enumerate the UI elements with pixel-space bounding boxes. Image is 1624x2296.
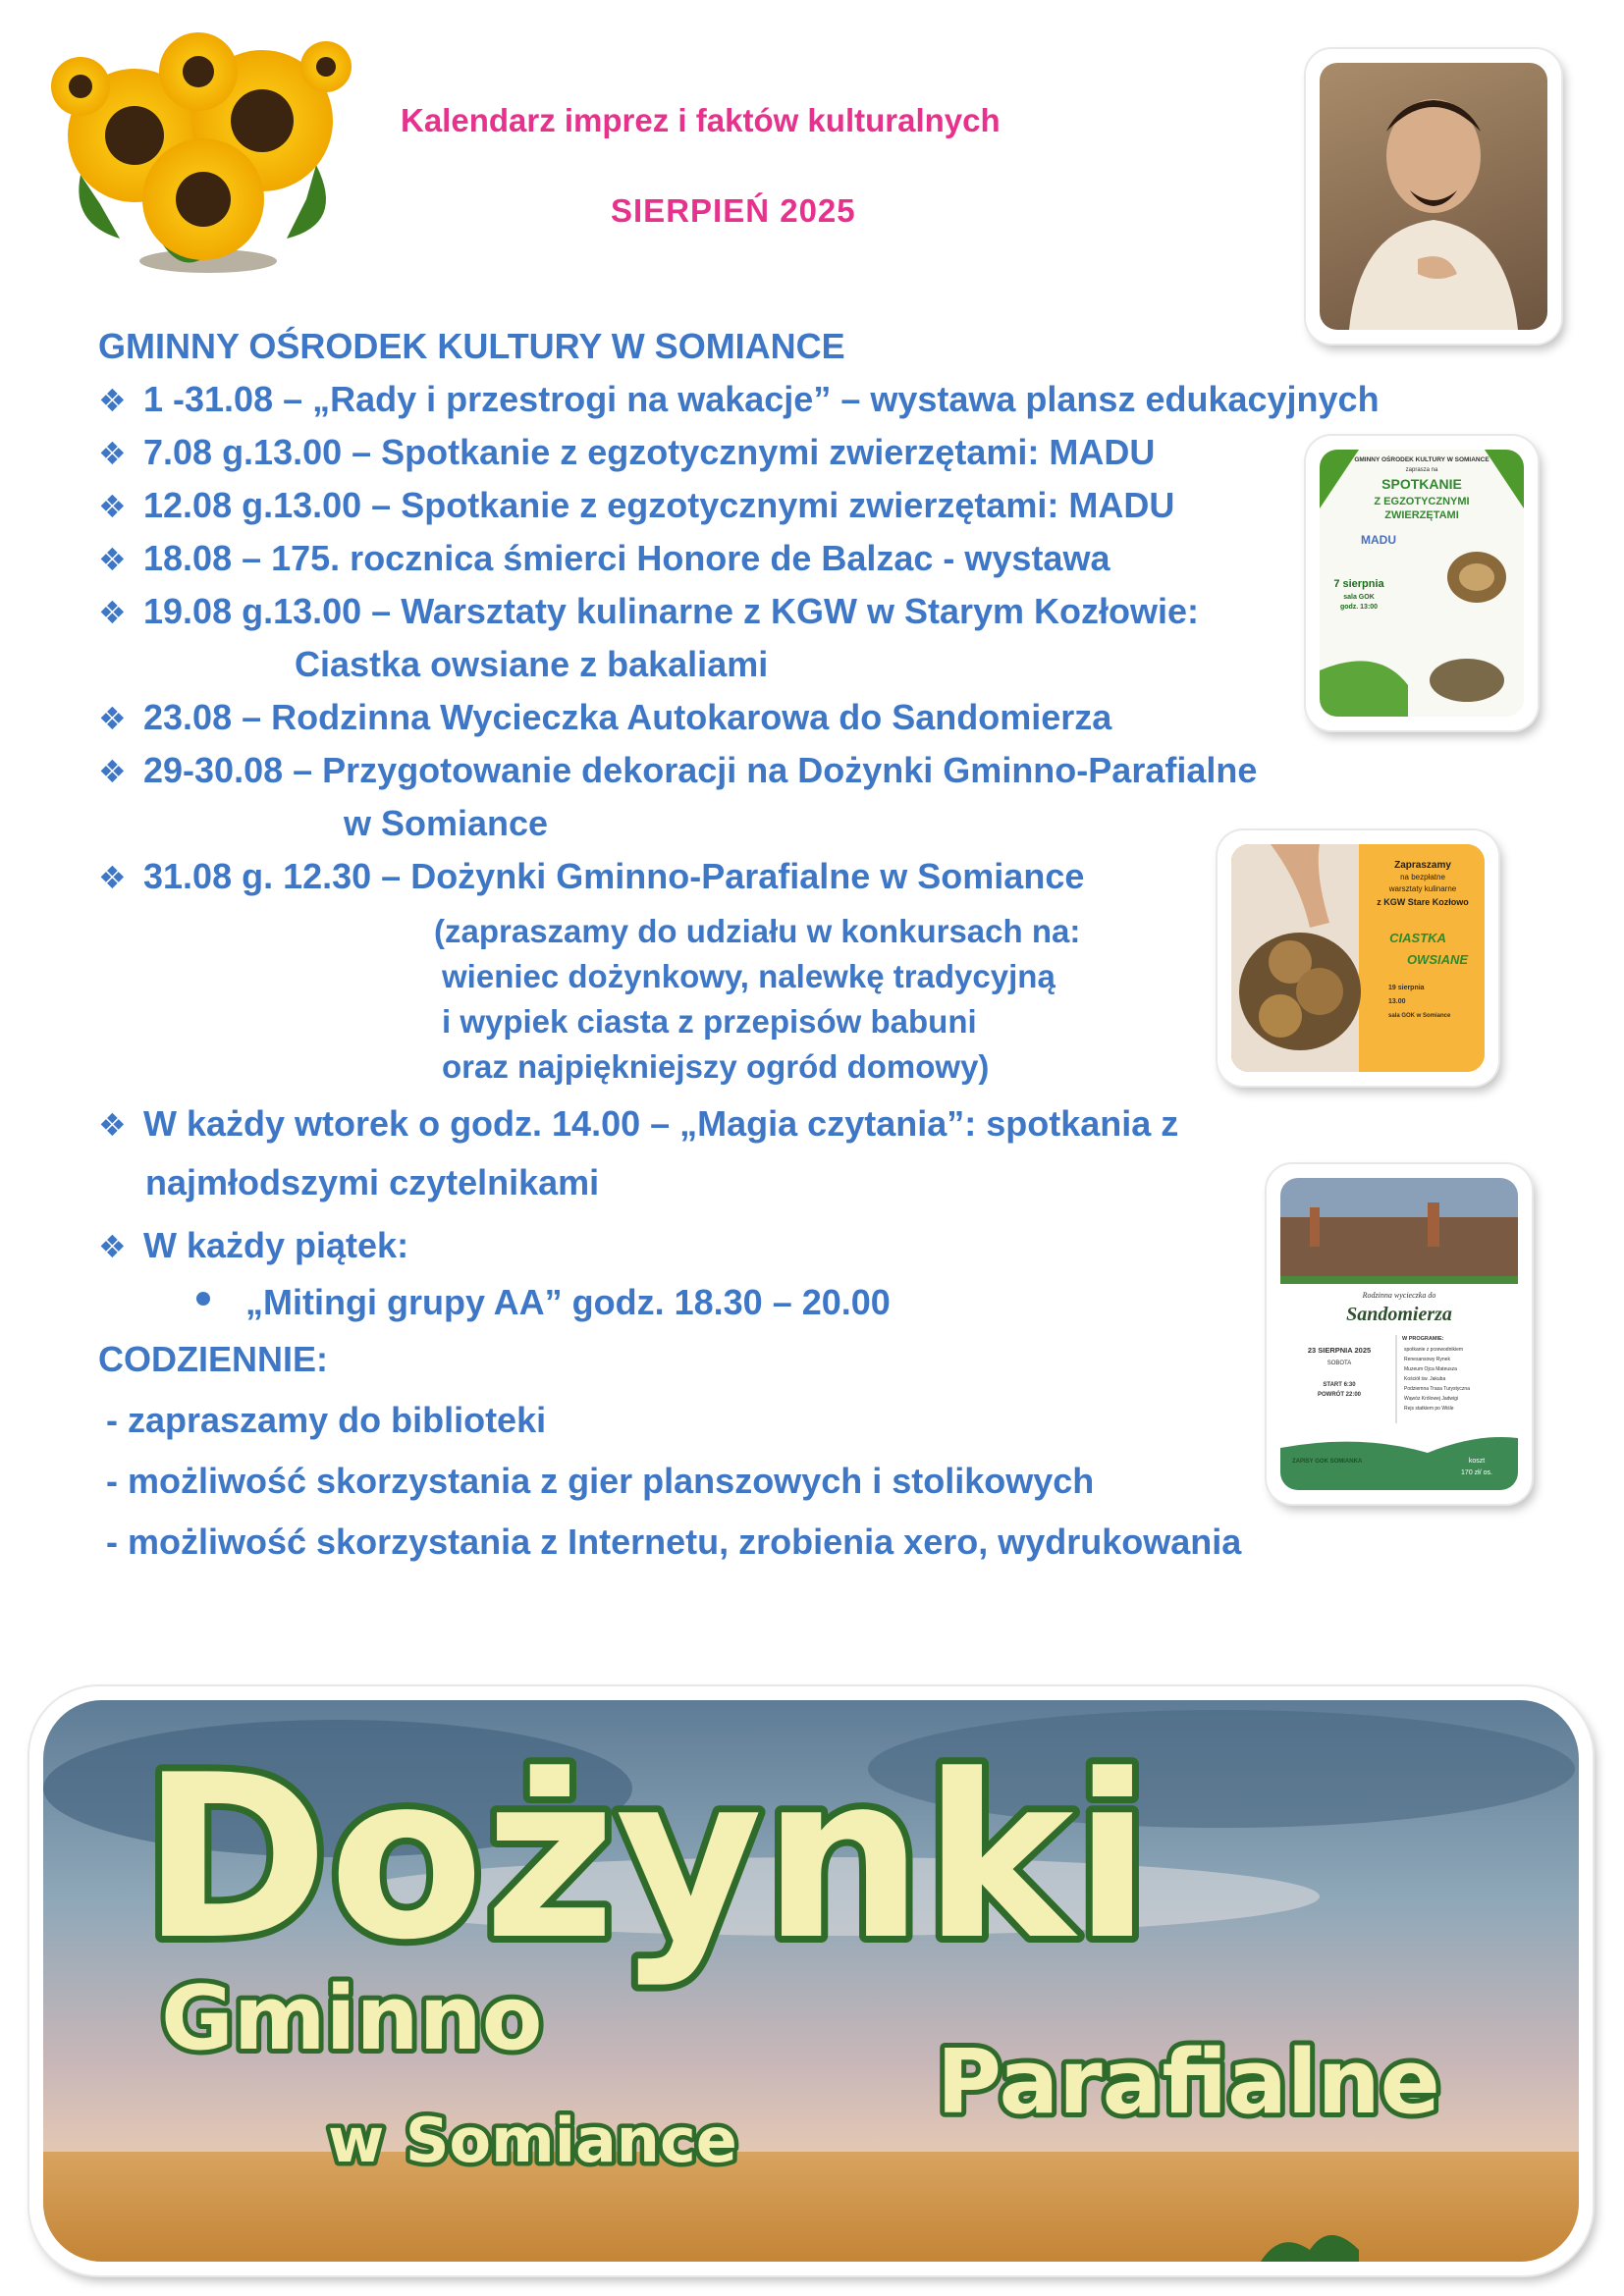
trip-city: Sandomierza [1346,1304,1452,1325]
harvest-banner-image [43,1700,1579,2262]
diamond-bullet-icon: ❖ [98,595,127,630]
event-item-7: ❖ 29-30.08 – Przygotowanie dekoracji na Dożynki Gminno-Parafialne [98,750,1258,790]
contest-note-2: wieniec dożynkowy, nalewkę tradycyjną [442,958,1056,994]
event-item-5: ❖ 19.08 g.13.00 – Warsztaty kulinarne z KGW w Starym Kozłowie: [98,591,1200,631]
banner-word-4: w Somiance [328,2105,737,2176]
daily-item-2: - możliwość skorzystania z gier planszowych i stolikowych [106,1461,1095,1501]
trip-program-item: Wąwóz Królowej Jadwigi [1404,1396,1459,1402]
cookies-line-4: z KGW Stare Kozłowo [1377,897,1469,907]
contest-note-4: oraz najpiękniejszy ogród domowy) [442,1048,990,1085]
event-item-9: ❖ W każdy wtorek o godz. 14.00 – „Magia czytania”: spotkania z [98,1103,1179,1144]
trip-back: POWRÓT 22:00 [1317,1392,1362,1398]
diamond-bullet-icon: ❖ [98,489,127,524]
event-item-7-continuation: w Somiance [344,803,549,843]
event-item-3: ❖ 12.08 g.13.00 – Spotkanie z egzotycznymi zwierzętami: MADU [98,485,1175,525]
diamond-bullet-icon: ❖ [98,701,127,736]
balzac-portrait-frame [1306,49,1561,344]
harvest-banner-frame [29,1686,1593,2275]
trip-program-item: Kościół św. Jakuba [1404,1376,1446,1382]
madu-org: GMINNY OŚRODEK KULTURY W SOMIANCE [1354,456,1489,463]
event-item-1: ❖ 1 -31.08 – „Rady i przestrogi na wakacje” – wystawa plansz edukacyjnych [98,379,1380,419]
trip-program-item: Podziemna Trasa Turystyczna [1404,1386,1470,1392]
trip-program: W PROGRAMIE: [1402,1336,1444,1342]
contest-note-1: (zapraszamy do udziału w konkursach na: [434,913,1081,949]
trip-cost-label: koszt [1468,1458,1486,1465]
trip-program-item: Rejs statkiem po Wiśle [1404,1406,1454,1412]
cookies-place: sala GOK w Somiance [1388,1013,1451,1019]
cookies-line-2: na bezpłatne [1400,873,1445,881]
cookies-time: 13.00 [1388,998,1406,1005]
diamond-bullet-icon: ❖ [98,754,127,789]
banner-word-3: Parafialne [937,2031,1440,2134]
diamond-bullet-icon: ❖ [98,1229,127,1264]
trip-poster-image [1280,1178,1518,1490]
banner-word-1: Dożynki [141,1728,1152,1990]
madu-title-1: SPOTKANIE [1381,476,1462,492]
madu-time: godz. 13:00 [1339,604,1379,611]
madu-invite: zaprasza na [1405,467,1438,473]
round-bullet-icon [196,1292,210,1306]
cookies-name-2: OWSIANE [1406,952,1469,967]
trip-program-item: Renesansowy Rynek [1404,1357,1450,1362]
diamond-bullet-icon: ❖ [98,383,127,418]
balzac-portrait-image [1320,63,1547,330]
section-title: GMINNY OŚRODEK KULTURY W SOMIANCE [98,326,845,366]
cookies-line-1: Zapraszamy [1394,860,1451,871]
banner-word-2: Gminno [161,1967,543,2070]
cookies-line-3: warsztaty kulinarne [1388,884,1457,893]
calendar-title: Kalendarz imprez i faktów kulturalnych [401,102,1001,138]
daily-item-3: - możliwość skorzystania z Internetu, zrobienia xero, wydrukowania [106,1522,1242,1562]
trip-program-item: Muzeum Ojca Mateusza [1404,1366,1457,1372]
event-item-10: ❖ W każdy piątek: [98,1225,409,1265]
cookies-date: 19 sierpnia [1388,985,1425,991]
diamond-bullet-icon: ❖ [98,1107,127,1143]
contest-note-3: i wypiek ciasta z przepisów babuni [442,1003,977,1040]
madu-title-3: ZWIERZĘTAMI [1384,509,1459,521]
daily-item-1: - zapraszamy do biblioteki [106,1400,547,1440]
event-item-6: ❖ 23.08 – Rodzinna Wycieczka Autokarowa do Sandomierza [98,697,1112,737]
cookies-poster-frame [1218,830,1498,1086]
event-item-8: ❖ 31.08 g. 12.30 – Dożynki Gminno-Parafialne w Somiance [98,856,1085,896]
trip-poster-frame [1267,1164,1532,1504]
sunflower-image [41,27,365,273]
madu-poster-frame [1306,436,1538,730]
trip-signup: ZAPISY GOK SOMIANKA [1292,1459,1363,1465]
madu-poster-image [1320,450,1524,717]
calendar-month: SIERPIEŃ 2025 [611,192,856,229]
cookies-poster-image [1231,844,1485,1072]
cookies-name-1: CIASTKA [1389,931,1446,945]
trip-cost: 170 zł/ os. [1461,1469,1492,1476]
madu-title-2: Z EGZOTYCZNYMI [1374,496,1470,507]
event-item-5-continuation: Ciastka owsiane z bakaliami [295,644,769,684]
madu-date: 7 sierpnia [1333,578,1384,590]
trip-date: 23 SIERPNIA 2025 [1307,1346,1372,1355]
trip-sub: Rodzinna wycieczka do [1362,1291,1436,1300]
madu-place: sala GOK [1343,594,1375,601]
event-item-10-sub: „Mitingi grupy AA” godz. 18.30 – 20.00 [245,1282,891,1322]
diamond-bullet-icon: ❖ [98,542,127,577]
madu-brand: MADU [1361,533,1396,547]
trip-day: SOBOTA [1326,1361,1352,1366]
event-item-2: ❖ 7.08 g.13.00 – Spotkanie z egzotycznymi zwierzętami: MADU [98,432,1156,472]
trip-start: START 6:30 [1323,1382,1356,1388]
event-item-4: ❖ 18.08 – 175. rocznica śmierci Honore de Balzac - wystawa [98,538,1110,578]
diamond-bullet-icon: ❖ [98,436,127,471]
trip-program-item: spotkanie z przewodnikiem [1404,1347,1464,1353]
diamond-bullet-icon: ❖ [98,860,127,895]
daily-title: CODZIENNIE: [98,1339,328,1379]
event-item-9-continuation: najmłodszymi czytelnikami [145,1162,600,1202]
